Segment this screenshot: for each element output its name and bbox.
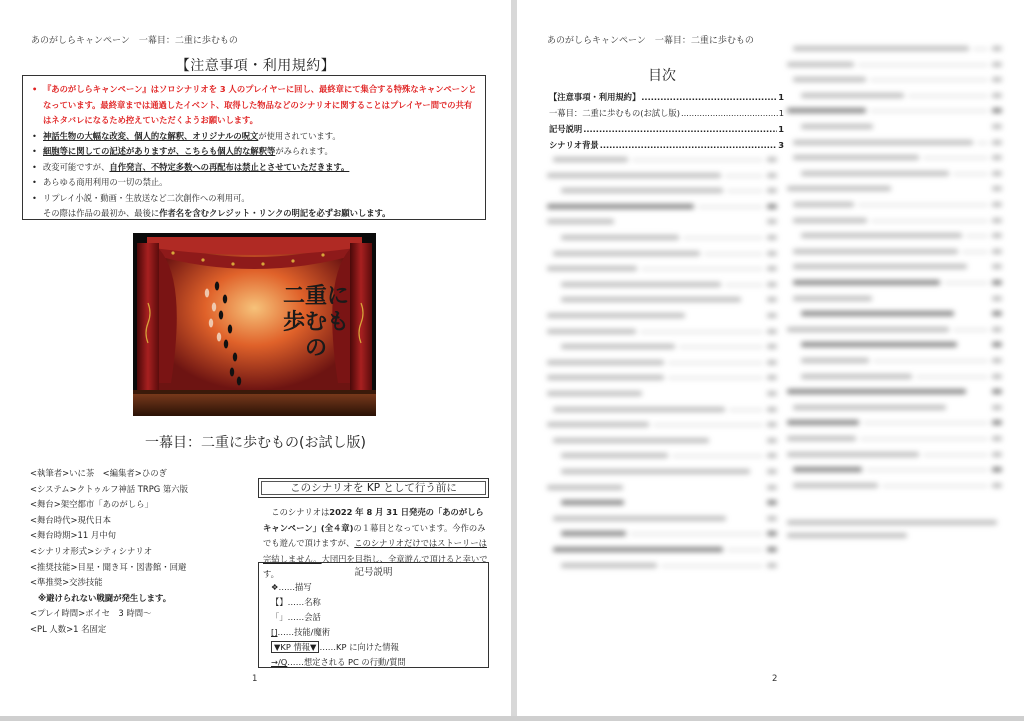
blurred-page-number — [992, 233, 1002, 238]
blurred-toc-entries-right — [517, 0, 1024, 716]
blurred-line — [793, 296, 872, 301]
running-header: あのがしらキャンペーン 一幕目：二重に歩むもの — [547, 36, 754, 46]
blurred-line — [787, 436, 856, 441]
blurred-line — [793, 155, 919, 160]
blurred-page-number — [992, 218, 1002, 223]
blurred-leader — [858, 64, 988, 66]
blurred-leader — [871, 220, 988, 222]
blurred-leader — [923, 454, 988, 456]
blurred-leader — [953, 173, 988, 175]
blurred-line — [793, 140, 973, 145]
blurred-line — [793, 202, 854, 207]
blurred-line — [801, 171, 949, 176]
toc-heading: 目次 — [648, 68, 676, 84]
scenario-title: 一幕目：二重に歩むもの(お試し版) — [145, 435, 366, 451]
blurred-page-number — [992, 249, 1002, 254]
blurred-page-number — [992, 202, 1002, 207]
blurred-line — [793, 46, 969, 51]
blurred-line — [787, 533, 907, 538]
blurred-line — [793, 280, 940, 285]
notice-item-commercial: • あらゆる商用利用の一切の禁止。 — [31, 175, 479, 191]
toc-entry[interactable]: 記号説明 ..... 1 — [549, 121, 784, 137]
blurred-leader — [916, 376, 988, 378]
blurred-line — [787, 108, 866, 113]
blurred-page-number — [992, 311, 1002, 316]
info-semi-recommended: <準推奨>交渉技能 — [30, 577, 103, 588]
blurred-page-number — [992, 124, 1002, 129]
blurred-page-number — [992, 77, 1002, 82]
blurred-page-number — [992, 389, 1002, 394]
blurred-line — [787, 327, 949, 332]
blurred-page-number — [992, 186, 1002, 191]
blurred-page-number — [992, 296, 1002, 301]
kp-intro-text: このシナリオは2022 年 8 月 31 日発売の「あのがしらキャンペーン」(全４章)の１幕目となっています。今作のみでも遊んで頂けますが、このシナリオだけではストーリーは完結しません。大団円を目指し、全章遊んで頂けると幸いです。 — [263, 507, 488, 579]
info-player-count: <PL 人数>1 名固定 — [30, 623, 107, 634]
toc-entry[interactable]: 一幕目：二重に歩むもの(お試し版) ..... 1 — [549, 105, 784, 121]
blurred-leader — [973, 48, 988, 50]
blurred-line — [801, 311, 954, 316]
blurred-leader — [870, 110, 988, 112]
blurred-line — [787, 520, 997, 525]
blurred-line — [787, 452, 919, 457]
blurred-line — [793, 249, 958, 254]
notice-item-cells: • 細胞等に関しての記述がありますが、こちらも個人的な解釈等がみられます。 — [31, 144, 479, 160]
legend-title: 記号説明 — [354, 567, 393, 578]
blurred-leader — [860, 438, 988, 440]
blurred-page-number — [992, 140, 1002, 145]
info-recommended-skills: <推奨技能>目星・聞き耳・図書館・回避 — [30, 561, 187, 572]
toc-entry[interactable]: 【注意事項・利用規約】 ..... 1 — [549, 89, 784, 105]
blurred-page-number — [992, 436, 1002, 441]
blurred-page-number — [992, 171, 1002, 176]
kp-box-title: このシナリオを KP として行う前に — [258, 478, 489, 498]
blurred-page-number — [992, 452, 1002, 457]
blurred-leader — [858, 204, 988, 206]
blurred-leader — [882, 485, 988, 487]
symbol-legend — [258, 562, 489, 668]
blurred-leader — [908, 95, 988, 97]
info-season: <舞台時期>11 月中旬 — [30, 530, 116, 541]
page-number: 1 — [252, 674, 258, 684]
cover-image — [133, 233, 376, 416]
scenario-info — [30, 466, 188, 638]
legend-row-pc-action: →/Q……想定される PC の行動/質問 — [271, 657, 406, 667]
blurred-leader — [953, 329, 988, 331]
blurred-line — [793, 405, 946, 410]
notice-item-modification: • 改変可能ですが、自作発言、不特定多数への再配布は禁止とさせていただきます。 — [31, 160, 479, 176]
legend-row-skill: []……技能/魔術 — [271, 627, 331, 637]
blurred-line — [793, 264, 967, 269]
blurred-page-number — [992, 467, 1002, 472]
blurred-leader — [923, 157, 988, 159]
notice-box — [22, 75, 486, 220]
blurred-line — [793, 483, 878, 488]
blurred-leader — [944, 282, 988, 284]
document-page-1[interactable] — [0, 0, 511, 716]
viewer-bottom-edge — [0, 716, 1024, 721]
toc-entry[interactable]: シナリオ背景 ..... 3 — [549, 137, 784, 153]
blurred-page-number — [992, 405, 1002, 410]
blurred-page-number — [992, 155, 1002, 160]
document-page-2[interactable] — [517, 0, 1024, 716]
blurred-line — [801, 233, 962, 238]
cover-title: 二重に 歩むもの — [282, 283, 349, 361]
blurred-leader — [977, 142, 988, 144]
blurred-page-number — [992, 342, 1002, 347]
blurred-page-number — [992, 108, 1002, 113]
blurred-line — [787, 186, 891, 191]
blurred-leader — [962, 251, 988, 253]
blurred-leader — [870, 79, 988, 81]
blurred-page-number — [992, 327, 1002, 332]
blurred-line — [787, 420, 859, 425]
legend-row-name: 【】……名称 — [271, 597, 321, 607]
blurred-line — [793, 77, 866, 82]
legend-row-dialogue: 「」……会話 — [271, 612, 321, 622]
info-stage: <舞台>架空都市「あのがしら」 — [30, 499, 153, 510]
blurred-line — [787, 389, 966, 394]
legend-row-kp-info: ▼KP 情報▼ ……KP に向けた情報 — [259, 640, 488, 655]
blurred-page-number — [992, 93, 1002, 98]
blurred-page-number — [992, 374, 1002, 379]
blurred-line — [787, 62, 854, 67]
notice-item-derivative: • リプレイ小説・動画・生放送など二次創作への利用可。 — [31, 191, 479, 207]
blurred-line — [801, 93, 904, 98]
blurred-page-number — [992, 483, 1002, 488]
info-format: <シナリオ形式>シティシナリオ — [30, 545, 153, 556]
blurred-leader — [863, 422, 988, 424]
blurred-page-number — [992, 358, 1002, 363]
blurred-line — [801, 374, 912, 379]
info-system: <システム>クトゥルフ神話 TRPG 第六版 — [30, 483, 189, 494]
blurred-page-number — [992, 280, 1002, 285]
notice-title: 【注意事項・利用規約】 — [175, 58, 336, 74]
notice-item-mythos: • 神話生物の大幅な改変、個人的な解釈、オリジナルの呪文が使用されています。 — [31, 129, 479, 145]
blurred-page-number — [992, 46, 1002, 51]
running-header: あのがしらキャンペーン 一幕目：二重に歩むもの — [31, 36, 238, 46]
blurred-line — [801, 342, 957, 347]
notice-credit-line: その際は作品の最初か、最後に作者名を含むクレジット・リンクの明記を必ずお願いします。 — [43, 208, 391, 218]
blurred-leader — [966, 235, 988, 237]
blurred-page-number — [992, 264, 1002, 269]
info-era: <舞台時代>現代日本 — [30, 514, 112, 525]
blurred-page-number — [992, 420, 1002, 425]
blurred-line — [801, 358, 869, 363]
info-battle-warning: ※避けられない戦闘が発生します。 — [38, 592, 172, 603]
info-play-time: <プレイ時間>ボイセ 3 時間〜 — [30, 608, 152, 619]
legend-row-description: ❖……描写 — [271, 582, 312, 592]
blurred-page-number — [992, 62, 1002, 67]
blurred-line — [801, 124, 873, 129]
page-number: 2 — [772, 674, 778, 684]
blurred-line — [793, 467, 862, 472]
notice-item-campaign: • 『あのがしらキャンペーン』はソロシナリオを 3 人のプレイヤーに回し、最終章にて集合する特殊なキャンペーンとなっています。最終章までは通過したイベント、取得した物品などのシナリオに関することはプレイヤー間での共有はネタバレになるため控えていただくようお願いします。 — [31, 82, 479, 129]
blurred-leader — [866, 469, 988, 471]
info-authors: <執筆者>いに茶 <編集者>ひのぎ — [30, 468, 167, 478]
blurred-line — [793, 218, 867, 223]
blurred-leader — [873, 360, 988, 362]
